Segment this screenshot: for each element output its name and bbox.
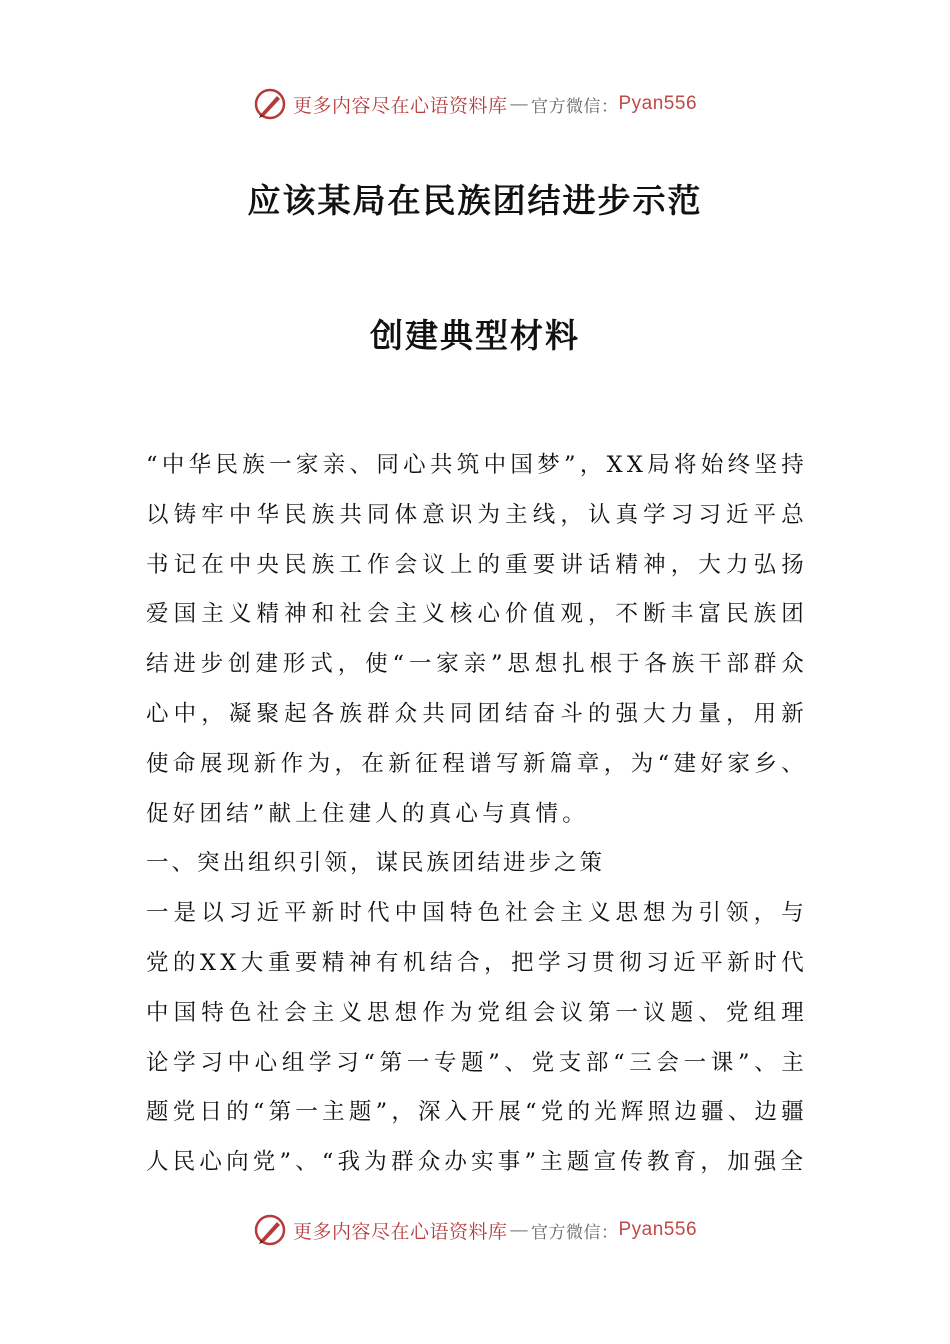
pen-logo-icon	[253, 1213, 287, 1247]
intro-paragraph: “中华民族一家亲、同心共筑中国梦”，XX局将始终坚持以铸牢中华民族共同体意识为主线，认真学习习近平总书记在中央民族工作会议上的重要讲话精神，大力弘扬爱国主义精神和社会主义核心价值观，不断丰富民族团结进步创建形式，使“一家亲”思想扎根于各族干部群众心中，凝聚起各族群众共同团结奋斗的强大力量，用新使命展现新作为，在新征程谱写新篇章，为“建好家乡、促好团结”献上住建人的真心与真情。	[146, 452, 808, 827]
banner-separator: —	[509, 93, 529, 115]
banner-separator: —	[509, 1219, 529, 1241]
document-title-line1: 应该某局在民族团结进步示范	[247, 181, 703, 220]
header-banner	[0, 82, 950, 126]
pen-logo-icon	[253, 87, 287, 121]
wechat-id: Pyan556	[618, 93, 698, 114]
document-title-line2: 创建典型材料	[370, 316, 580, 355]
banner-text: 更多内容尽在心语资料库	[292, 94, 508, 117]
document-body	[146, 441, 808, 1188]
wechat-label: 官方微信：	[531, 96, 619, 117]
wechat-id: Pyan556	[618, 1219, 698, 1240]
section-paragraph: 一是以习近平新时代中国特色社会主义思想为引领，与党的XX大重要精神有机结合，把学习贯彻习近平新时代中国特色社会主义思想作为党组会议第一议题、党组理论学习中心组学习“第一专题”、党支部“三会一课”、主题党日的“第一主题”，深入开展“党的光辉照边疆、边疆人民心向党”、“我为群众办实事”主题宣传教育，加强全	[146, 900, 808, 1176]
wechat-label: 官方微信：	[531, 1222, 619, 1243]
footer-banner	[0, 1208, 950, 1252]
section-heading: 一、突出组织引领，谋民族团结进步之策	[146, 850, 606, 877]
banner-text: 更多内容尽在心语资料库	[292, 1220, 508, 1243]
